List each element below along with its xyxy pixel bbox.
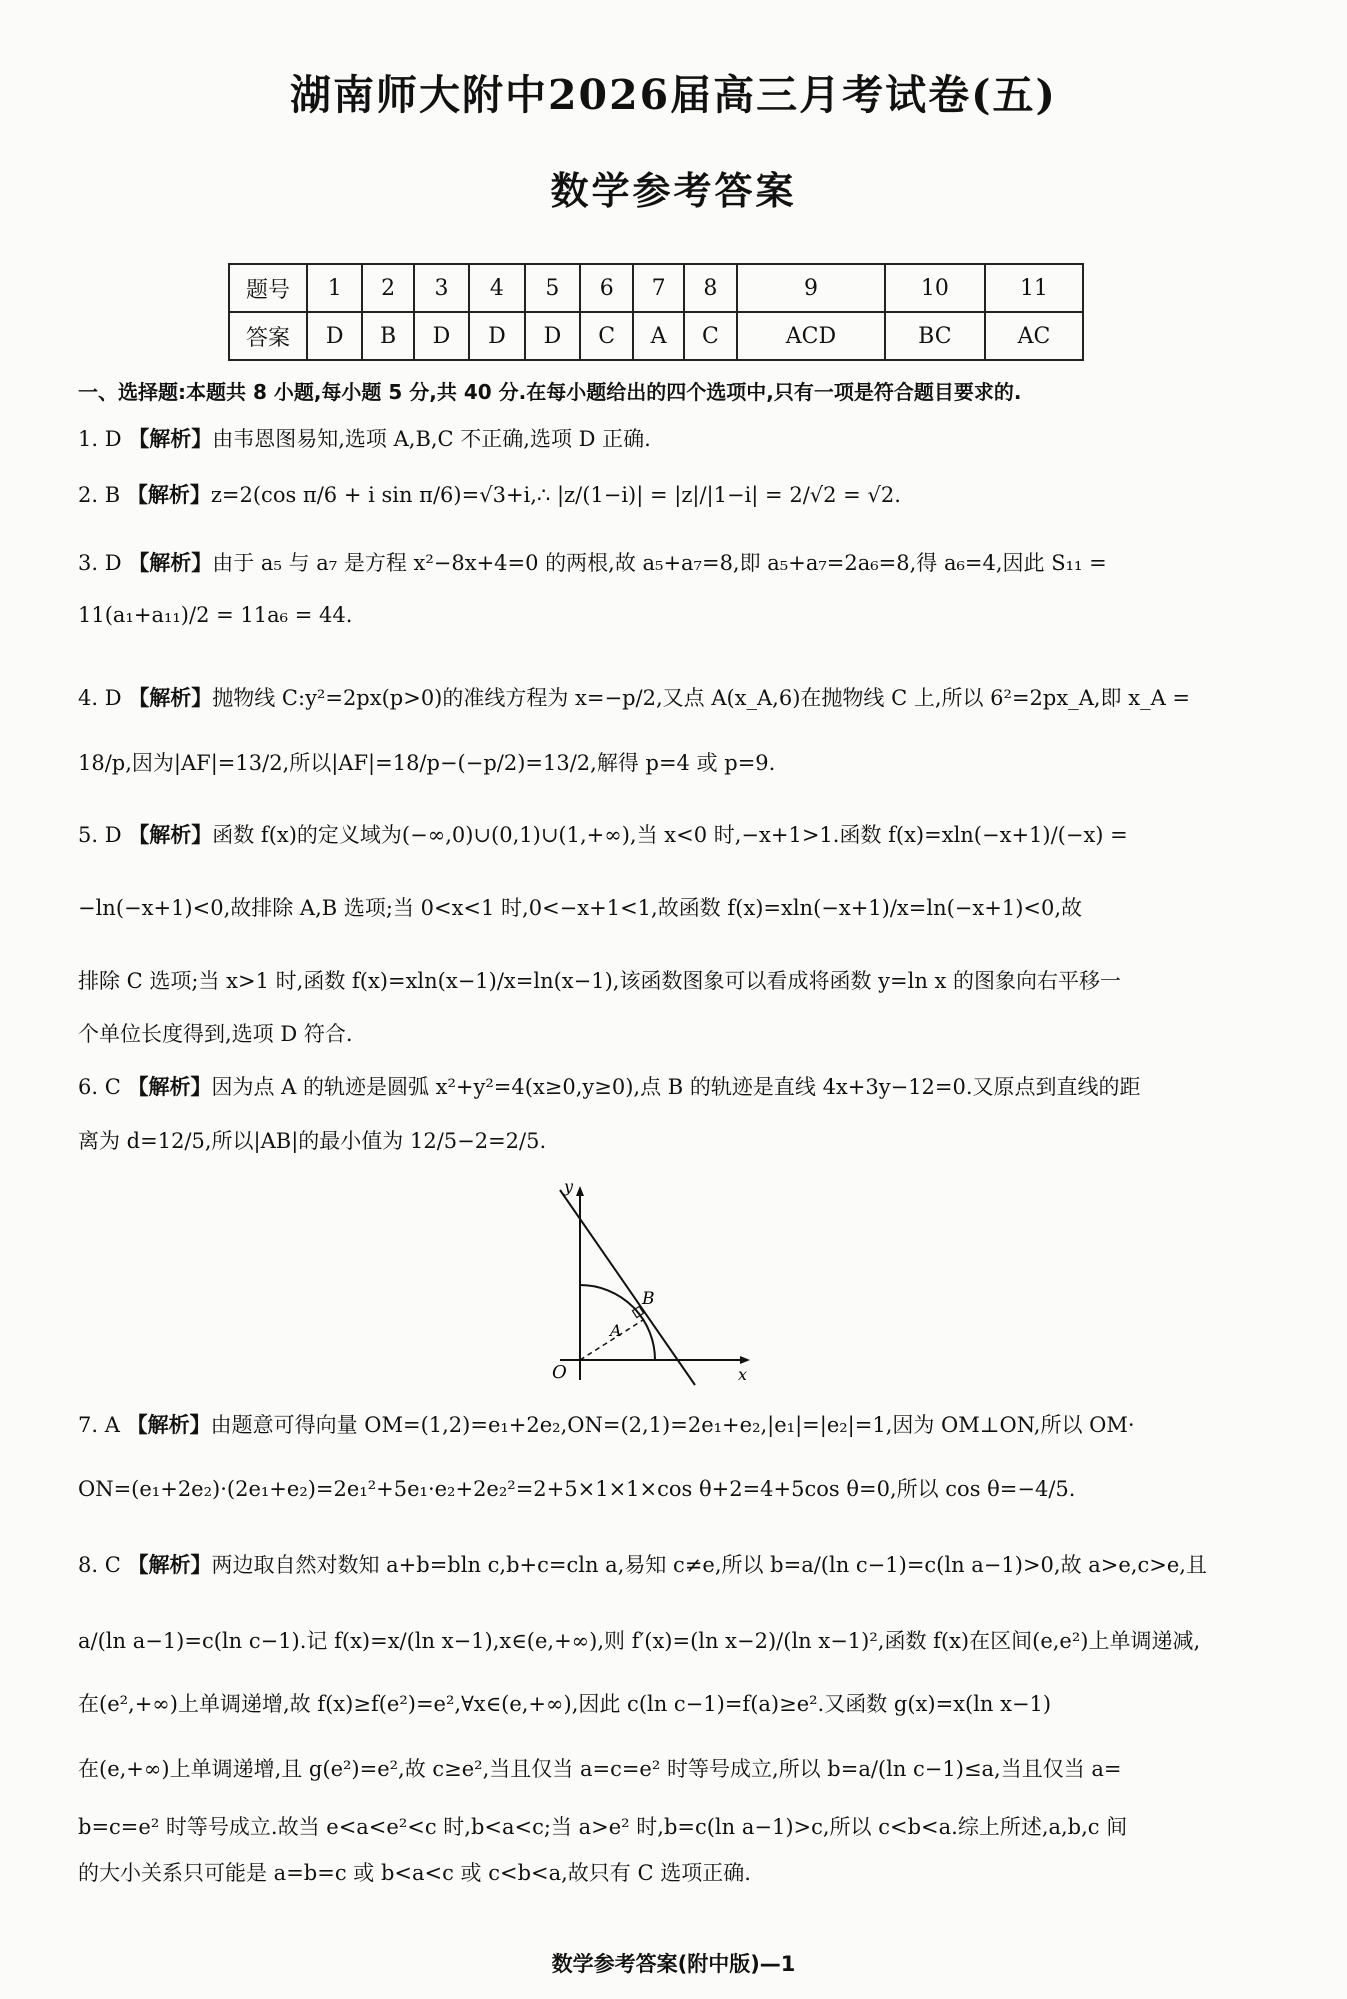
table-cell: C [684,312,737,360]
label-y: y [564,1180,574,1196]
question-number: 1. D [78,427,122,451]
label-x: x [738,1365,748,1384]
table-cell: D [414,312,469,360]
table-cell: ACD [737,312,885,360]
question-number: 4. D [78,686,122,710]
table-cell: C [580,312,633,360]
solution-q8-line3: 在(e²,+∞)上单调递增,故 f(x)≥f(e²)=e²,∀x∈(e,+∞),因此 c(ln c−1)=f(a)≥e².又函数 g(x)=x(ln x−1) [78,1692,1052,1716]
question-number: 3. D [78,551,122,575]
question-number: 8. C [78,1553,121,1577]
table-cell: AC [985,312,1083,360]
table-cell: 1 [307,264,362,312]
page-footer: 数学参考答案(附中版)—1 [551,1952,796,1976]
solution-q3-continued: 11(a₁+a₁₁)/2 = 11a₆ = 44. [78,603,353,627]
solution-q5-line3: 排除 C 选项;当 x>1 时,函数 f(x)=xln(x−1)/x=ln(x−1),该函数图象可以看成将函数 y=ln x 的图象向右平移一 [78,969,1122,993]
question-number: 6. C [78,1075,121,1099]
solution-text: 抛物线 C:y²=2px(p>0)的准线方程为 x=−p/2,又点 A(x_A,6)在抛物线 C 上,所以 6²=2px_A,即 x_A = [212,686,1190,710]
table-row-answers [229,312,1083,360]
label-origin: O [552,1362,567,1383]
table-row-numbers [229,264,1083,312]
answer-table [228,263,1084,361]
solution-text: z=2(cos π/6 + i sin π/6)=√3+i,∴ |z/(1−i)| = |z|/|1−i| = 2/√2 = √2. [210,483,901,507]
solution-q7 [78,1410,1285,1440]
table-cell: A [633,312,684,360]
table-cell: D [307,312,362,360]
solution-q5 [78,820,1285,850]
solution-q8-line5: b=c=e² 时等号成立.故当 e<a<e²<c 时,b<a<c;当 a>e² 时,b=c(ln a−1)>c,所以 c<b<a.综上所述,a,b,c 间 [78,1815,1128,1839]
page-title: 湖南师大附中2026届高三月考试卷(五) [290,71,1057,119]
label-b: B [642,1289,655,1309]
table-header-number: 题号 [229,264,307,312]
analysis-tag: 【解析】 [126,1413,211,1437]
table-cell: 11 [985,264,1083,312]
solution-q2 [78,480,1285,510]
table-cell: D [469,312,524,360]
solution-q5-line2: −ln(−x+1)<0,故排除 A,B 选项;当 0<x<1 时,0<−x+1<1,故函数 f(x)=xln(−x+1)/x=ln(−x+1)<0,故 [78,896,1083,920]
solution-q7-continued: ON=(e₁+2e₂)·(2e₁+e₂)=2e₁²+5e₁·e₂+2e₂²=2+5×1×1×cos θ+2=4+5cos θ=0,所以 cos θ=−4/5. [78,1477,1076,1501]
solution-q6 [78,1072,1285,1102]
y-axis-arrow-icon [576,1186,584,1196]
solution-q8-line6: 的大小关系只可能是 a=b=c 或 b<a<c 或 c<b<a,故只有 C 选项正确. [78,1861,751,1885]
table-cell: BC [885,312,985,360]
analysis-tag: 【解析】 [128,551,213,575]
table-cell: 3 [414,264,469,312]
table-cell: D [525,312,580,360]
solution-q3 [78,548,1285,578]
question-number: 2. B [78,483,121,507]
solution-text: 函数 f(x)的定义域为(−∞,0)∪(0,1)∪(1,+∞),当 x<0 时,−x+1>1.函数 f(x)=xln(−x+1)/(−x) = [212,823,1128,847]
solution-q6-continued: 离为 d=12/5,所以|AB|的最小值为 12/5−2=2/5. [78,1129,547,1153]
solution-text: 两边取自然对数知 a+b=bln c,b+c=cln a,易知 c≠e,所以 b=a/(ln c−1)=c(ln a−1)>0,故 a>e,c>e,且 [211,1553,1207,1577]
table-cell: 5 [525,264,580,312]
table-cell: 9 [737,264,885,312]
solution-q4 [78,683,1285,713]
solution-q8 [78,1550,1285,1580]
table-cell: 6 [580,264,633,312]
question-number: 7. A [78,1413,120,1437]
solution-text: 由于 a₅ 与 a₇ 是方程 x²−8x+4=0 的两根,故 a₅+a₇=8,即 a₅+a₇=2a₆=8,得 a₆=4,因此 S₁₁ = [212,551,1107,575]
table-header-answer: 答案 [229,312,307,360]
analysis-tag: 【解析】 [126,483,211,507]
question-number: 5. D [78,823,122,847]
analysis-tag: 【解析】 [127,1075,212,1099]
table-cell: B [362,312,413,360]
table-cell: 2 [362,264,413,312]
table-cell: 4 [469,264,524,312]
label-a: A [610,1321,622,1340]
table-cell: 10 [885,264,985,312]
analysis-tag: 【解析】 [128,686,213,710]
analysis-tag: 【解析】 [127,1553,212,1577]
solution-text: 由题意可得向量 OM=(1,2)=e₁+2e₂,ON=(2,1)=2e₁+e₂,|e₁|=|e₂|=1,因为 OM⊥ON,所以 OM· [210,1413,1135,1437]
table-cell: 8 [684,264,737,312]
analysis-tag: 【解析】 [128,427,213,451]
analysis-tag: 【解析】 [128,823,213,847]
solution-text: 由韦恩图易知,选项 A,B,C 不正确,选项 D 正确. [212,427,651,451]
page-subtitle: 数学参考答案 [550,169,797,213]
solution-q4-continued: 18/p,因为|AF|=13/2,所以|AF|=18/p−(−p/2)=13/2,解得 p=4 或 p=9. [78,751,776,775]
x-axis-arrow-icon [740,1356,750,1364]
solution-q8-line4: 在(e,+∞)上单调递增,且 g(e²)=e²,故 c≥e²,当且仅当 a=c=e² 时等号成立,所以 b=a/(ln c−1)≤a,当且仅当 a= [78,1757,1122,1781]
solution-q1 [78,424,1285,454]
solution-q5-line4: 个单位长度得到,选项 D 符合. [78,1022,353,1046]
section-heading: 一、选择题:本题共 8 小题,每小题 5 分,共 40 分.在每小题给出的四个选项中,只有一项是符合题目要求的. [78,380,1022,404]
solution-text: 因为点 A 的轨迹是圆弧 x²+y²=4(x≥0,y≥0),点 B 的轨迹是直线 4x+3y−12=0.又原点到直线的距 [211,1075,1141,1099]
table-cell: 7 [633,264,684,312]
solution-q8-line2: a/(ln a−1)=c(ln c−1).记 f(x)=x/(ln x−1),x∈(e,+∞),则 f′(x)=(ln x−2)/(ln x−1)²,函数 f(x)在区间(e,e²)上单调递减, [78,1629,1201,1653]
geometry-figure [530,1180,760,1390]
